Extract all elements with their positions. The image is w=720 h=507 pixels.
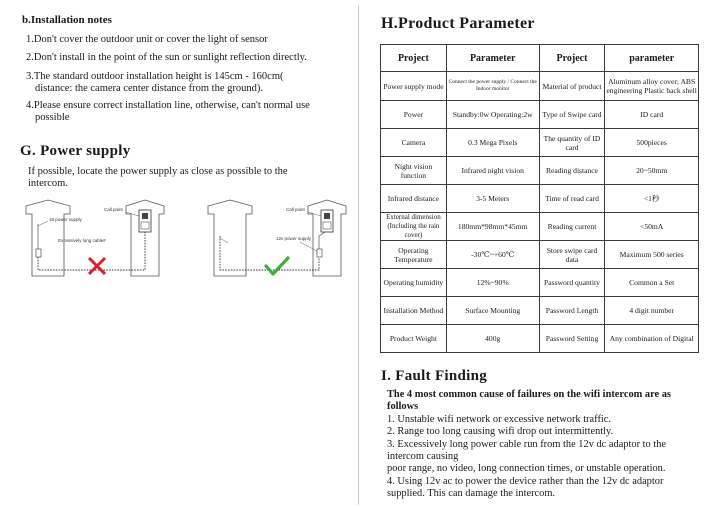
table-row: [381, 269, 699, 297]
label-call-point-right: Call point: [286, 207, 305, 212]
header-parameter: Parameter: [446, 45, 539, 72]
table-cell: Reading distance: [539, 157, 605, 185]
fault-item-3-cont: poor range, no video, long connection times, or unstable operation.: [387, 463, 666, 475]
table-row: [381, 297, 699, 325]
table-cell: Password Length: [539, 297, 605, 325]
table-row: [381, 101, 699, 129]
fault-item-1: 1. Unstable wifi network or excessive network traffic.: [387, 413, 612, 425]
installation-note-2: 2.Don't install in the point of the sun or sunlight reflection directly.: [26, 52, 307, 63]
fault-heading: I. Fault Finding: [381, 368, 488, 384]
header-project-2: Project: [539, 45, 605, 72]
table-cell: ID card: [605, 101, 699, 129]
table-cell: Power supply mode: [381, 72, 447, 101]
table-cell: Installation Method: [381, 297, 447, 325]
installation-note-3-cont: distance: the camera center distance from the ground).: [35, 83, 263, 94]
table-cell: Product Weight: [381, 325, 447, 353]
table-cell: Night vision function: [381, 157, 447, 185]
fault-item-2: 2. Range too long causing wifi drop out intermittently.: [387, 426, 614, 438]
power-text-2: intercom.: [28, 178, 68, 189]
product-parameter-table: [380, 44, 699, 353]
table-row: [381, 129, 699, 157]
label-call-point: Call point: [104, 207, 123, 212]
table-cell: Operating humidity: [381, 269, 447, 297]
label-long-cable: Excessively long cable#: [58, 238, 106, 243]
fault-section: [387, 389, 702, 501]
table-cell: The quantity of ID card: [539, 129, 605, 157]
table-cell: Common a Set: [605, 269, 699, 297]
table-cell: 4 digit number: [605, 297, 699, 325]
table-cell: Aluminum alloy cover; ABS engineering Plastic back shell: [605, 72, 699, 101]
power-diagram-right: [200, 196, 350, 286]
table-row: [381, 72, 699, 101]
table-cell: 12%~90%: [446, 269, 539, 297]
table-cell: Store swipe card data: [539, 241, 605, 269]
table-row: [381, 241, 699, 269]
table-cell: <1秒: [605, 185, 699, 213]
table-cell: 0.3 Mega Pixels: [446, 129, 539, 157]
table-cell: 20~50mm: [605, 157, 699, 185]
column-divider: [358, 5, 359, 505]
table-cell: Material of product: [539, 72, 605, 101]
installation-heading: b.Installation notes: [22, 14, 112, 26]
label-power-supply: 18 power supply: [49, 217, 82, 222]
table-cell: 400g: [446, 325, 539, 353]
product-heading: H.Product Parameter: [381, 15, 535, 32]
table-cell: Password Setting: [539, 325, 605, 353]
table-cell: Any combination of Digital: [605, 325, 699, 353]
table-cell: 180mm*98mm*45mm: [446, 213, 539, 241]
header-project: Project: [381, 45, 447, 72]
fault-item-3: 3. Excessively long power cable run from the 12v dc adaptor to the intercom causing: [387, 438, 667, 463]
table-row: [381, 157, 699, 185]
right-check-icon: [266, 258, 288, 274]
installation-note-1: 1.Don't cover the outdoor unit or cover the light of sensor: [26, 34, 268, 45]
table-cell: <50mA: [605, 213, 699, 241]
table-cell: Maximum 500 series: [605, 241, 699, 269]
header-parameter-2: parameter: [605, 45, 699, 72]
table-cell: External dimension (Including the rain cover): [381, 213, 447, 241]
table-cell: 3-5 Meters: [446, 185, 539, 213]
table-cell: Power: [381, 101, 447, 129]
table-cell: Password quantity: [539, 269, 605, 297]
table-cell: Surface Mounting: [446, 297, 539, 325]
table-cell: -30℃~+60℃: [446, 241, 539, 269]
table-cell: Reading current: [539, 213, 605, 241]
table-cell: Infrared night vision: [446, 157, 539, 185]
table-cell: Time of read card: [539, 185, 605, 213]
table-row: [381, 185, 699, 213]
table-cell: Standby:0w Operating:2w: [446, 101, 539, 129]
power-text-1: If possible, locate the power supply as close as possible to the: [28, 166, 288, 177]
table-row: [381, 325, 699, 353]
table-row: [381, 213, 699, 241]
table-cell: Infrared distance: [381, 185, 447, 213]
installation-note-4-cont: possible: [35, 112, 70, 123]
power-diagram-wrong: [18, 196, 168, 286]
label-12v-supply: 12v power supply: [276, 236, 312, 241]
table-cell: Camera: [381, 129, 447, 157]
installation-note-3: 3.The standard outdoor installation height is 145cm - 160cm(: [26, 71, 284, 82]
fault-item-4: 4. Using 12v ac to power the device rather than the 12v dc adaptor supplied. This can damage the intercom.: [387, 475, 664, 500]
table-cell: Type of Swipe card: [539, 101, 605, 129]
installation-note-4: 4.Please ensure correct installation line, otherwise, can't normal use: [26, 100, 310, 111]
table-header-row: [381, 45, 699, 72]
power-heading: G. Power supply: [20, 143, 131, 159]
table-cell: 500pieces: [605, 129, 699, 157]
wrong-x-icon: [89, 258, 105, 274]
fault-intro: The 4 most common cause of failures on the wifi intercom are as follows: [387, 389, 671, 413]
table-cell: Connect the power supply / Connect the Indoor monitor: [446, 72, 539, 101]
table-cell: Operating Temperature: [381, 241, 447, 269]
